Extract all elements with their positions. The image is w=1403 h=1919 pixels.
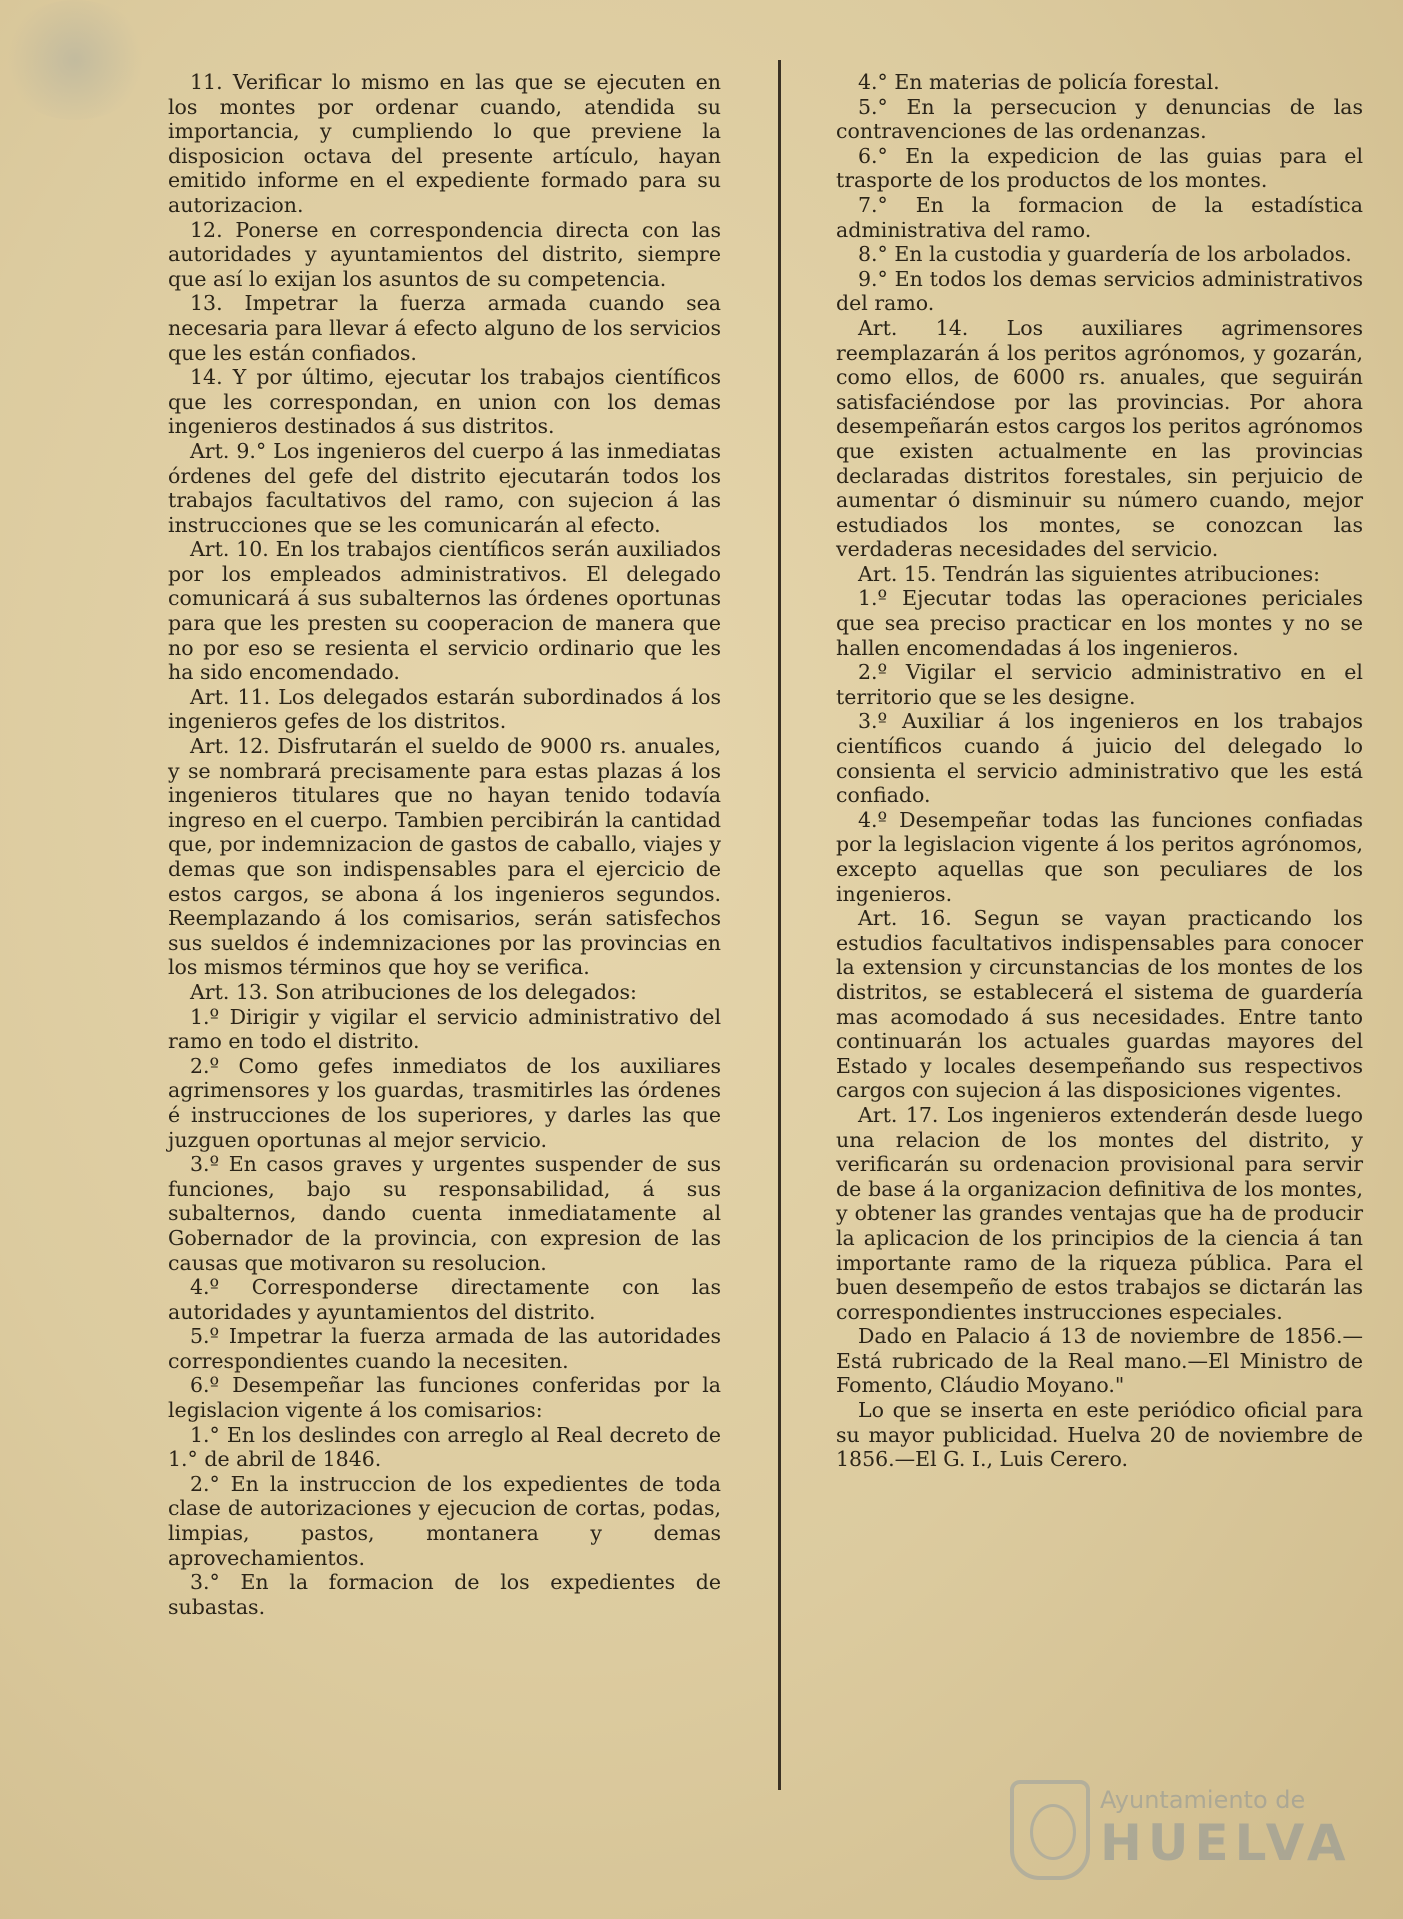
- paragraph: Lo que se inserta en este periódico oficial para su mayor publicidad. Huelva 20 de noviembre de 1856.—El G. I., Luis Cerero.: [836, 1398, 1363, 1472]
- seal-icon: [1010, 1780, 1090, 1880]
- paragraph: Art. 17. Los ingenieros extenderán desde luego una relacion de los montes del distrito, y verificarán su ordenacion provisional para servir de base á la organizacion definitiva de los montes, y obtener las grandes ventajas que ha de producir la aplicacion de los principios de la ciencia á tan importante ramo de la riqueza pública. Para el buen desempeño de estos trabajos se dictarán las correspondientes instrucciones especiales.: [836, 1102, 1363, 1324]
- right-column: [836, 70, 1363, 1472]
- paper-stain: [0, 0, 150, 120]
- paragraph: 7.° En la formacion de la estadística administrativa del ramo.: [836, 192, 1363, 242]
- paragraph: 1.° En los deslindes con arreglo al Real decreto de 1.° de abril de 1846.: [168, 1422, 721, 1472]
- paragraph: 3.º En casos graves y urgentes suspender de sus funciones, bajo su responsabilidad, á sus subalternos, dando cuenta inmediatamente al Gobernador de la provincia, con expresion de las causas que motivaron su resolucion.: [168, 1152, 721, 1275]
- paragraph: 12. Ponerse en correspondencia directa con las autoridades y ayuntamientos del distrito, siempre que así lo exijan los asuntos de su competencia.: [168, 217, 721, 291]
- paragraph: Art. 14. Los auxiliares agrimensores reemplazarán á los peritos agrónomos, y gozarán, como ellos, de 6000 rs. anuales, que seguirán satisfaciéndose por las provincias. Por ahora desempeñarán estos cargos los peritos agrónomos que existen actualmente en las provincias declaradas distritos forestales, sin perjuicio de aumentar ó disminuir su número cuando, mejor estudiados los montes, se conozcan las verdaderas necesidades del servicio.: [836, 315, 1363, 562]
- paragraph: 1.º Ejecutar todas las operaciones periciales que sea preciso practicar en los montes y no se hallen encomendadas á los ingenieros.: [836, 586, 1363, 660]
- paragraph: Art. 15. Tendrán las siguientes atribuciones:: [858, 561, 1321, 586]
- paragraph: Art. 12. Disfrutarán el sueldo de 9000 rs. anuales, y se nombrará precisamente para estas plazas á los ingenieros titulares que no hayan tenido todavía ingreso en el cuerpo. Tambien percibirán la cantidad que, por indemnizacion de gastos de caballo, viajes y demas que son indispensables para el ejercicio de estos cargos, se abona á los ingenieros segundos. Reemplazando á los comisarios, serán satisfechos sus sueldos é indemnizaciones por las provincias en los mismos términos que hoy se verifica.: [168, 734, 721, 980]
- paragraph: 6.º Desempeñar las funciones conferidas por la legislacion vigente á los comisarios:: [168, 1373, 721, 1423]
- paragraph: 4.° En materias de policía forestal.: [858, 70, 1220, 94]
- paragraph: Dado en Palacio á 13 de noviembre de 1856.— Está rubricado de la Real mano.—El Ministro de Fomento, Cláudio Moyano.": [836, 1324, 1363, 1398]
- paragraph: Art. 9.° Los ingenieros del cuerpo á las inmediatas órdenes del gefe del distrito ejecutarán todos los trabajos facultativos del ramo, con sujecion á las instrucciones que se les comunicarán al efecto.: [168, 438, 721, 537]
- paragraph: 4.º Corresponderse directamente con las autoridades y ayuntamientos del distrito.: [168, 1275, 721, 1324]
- paragraph: 3.º Auxiliar á los ingenieros en los trabajos científicos cuando á juicio del delegado lo consienta el servicio administrativo que les está confiado.: [836, 709, 1363, 808]
- watermark-small-text: Ayuntamiento de: [1100, 1786, 1306, 1814]
- paragraph: Art. 11. Los delegados estarán subordinados á los ingenieros gefes de los distritos.: [168, 684, 721, 734]
- paragraph: 13. Impetrar la fuerza armada cuando sea necesaria para llevar á efecto alguno de los servicios que les están confiados.: [168, 291, 721, 365]
- paragraph: 14. Y por último, ejecutar los trabajos científicos que les correspondan, en union con los demas ingenieros destinados á sus distritos.: [168, 365, 721, 439]
- paragraph: 2.º Como gefes inmediatos de los auxiliares agrimensores y los guardas, trasmitirles las órdenes é instrucciones de los superiores, y darles las que juzguen oportunas al mejor servicio.: [168, 1053, 721, 1152]
- paragraph: 8.° En la custodia y guardería de los arbolados.: [858, 242, 1352, 267]
- left-column: [168, 70, 721, 1619]
- paragraph: 6.° En la expedicion de las guias para el trasporte de los productos de los montes.: [836, 143, 1363, 193]
- column-divider: [778, 60, 781, 1790]
- paragraph: 2.° En la instruccion de los expedientes de toda clase de autorizaciones y ejecucion de cortas, podas, limpias, pastos, montanera y demas aprovechamientos.: [168, 1471, 721, 1570]
- paragraph: 4.º Desempeñar todas las funciones confiadas por la legislacion vigente á los peritos agrónomos, excepto aquellas que son peculiares de los ingenieros.: [836, 807, 1363, 906]
- paragraph: Art. 13. Son atribuciones de los delegados:: [190, 979, 637, 1004]
- paragraph: 5.° En la persecucion y denuncias de las contravenciones de las ordenanzas.: [836, 94, 1363, 144]
- paragraph: 9.° En todos los demas servicios administrativos del ramo.: [836, 266, 1363, 316]
- paragraph: 1.º Dirigir y vigilar el servicio administrativo del ramo en todo el distrito.: [168, 1004, 721, 1054]
- archive-watermark: [1010, 1780, 1352, 1890]
- paragraph: 2.º Vigilar el servicio administrativo en el territorio que se les designe.: [836, 660, 1363, 709]
- paragraph: 3.° En la formacion de los expedientes de subastas.: [168, 1570, 721, 1619]
- paragraph: Art. 10. En los trabajos científicos serán auxiliados por los empleados administrativos. El delegado comunicará á sus subalternos las órdenes oportunas para que les presten su cooperacion de manera que no por eso se resienta el servicio ordinario que les ha sido encomendado.: [168, 537, 721, 685]
- paragraph: 5.º Impetrar la fuerza armada de las autoridades correspondientes cuando la necesiten.: [168, 1324, 721, 1373]
- watermark-big-text: HUELVA: [1100, 1814, 1352, 1872]
- paragraph: 11. Verificar lo mismo en las que se ejecuten en los montes por ordenar cuando, atendida su importancia, y cumpliendo lo que previene la disposicion octava del presente artículo, hayan emitido informe en el expediente formado para su autorizacion.: [168, 70, 721, 217]
- paragraph: Art. 16. Segun se vayan practicando los estudios facultativos indispensables para conocer la extension y circunstancias de los montes de los distritos, se establecerá el sistema de guardería mas acomodado á sus necesidades. Entre tanto continuarán los actuales guardas mayores del Estado y locales desempeñando sus respectivos cargos con sujecion á las disposiciones vigentes.: [836, 906, 1363, 1103]
